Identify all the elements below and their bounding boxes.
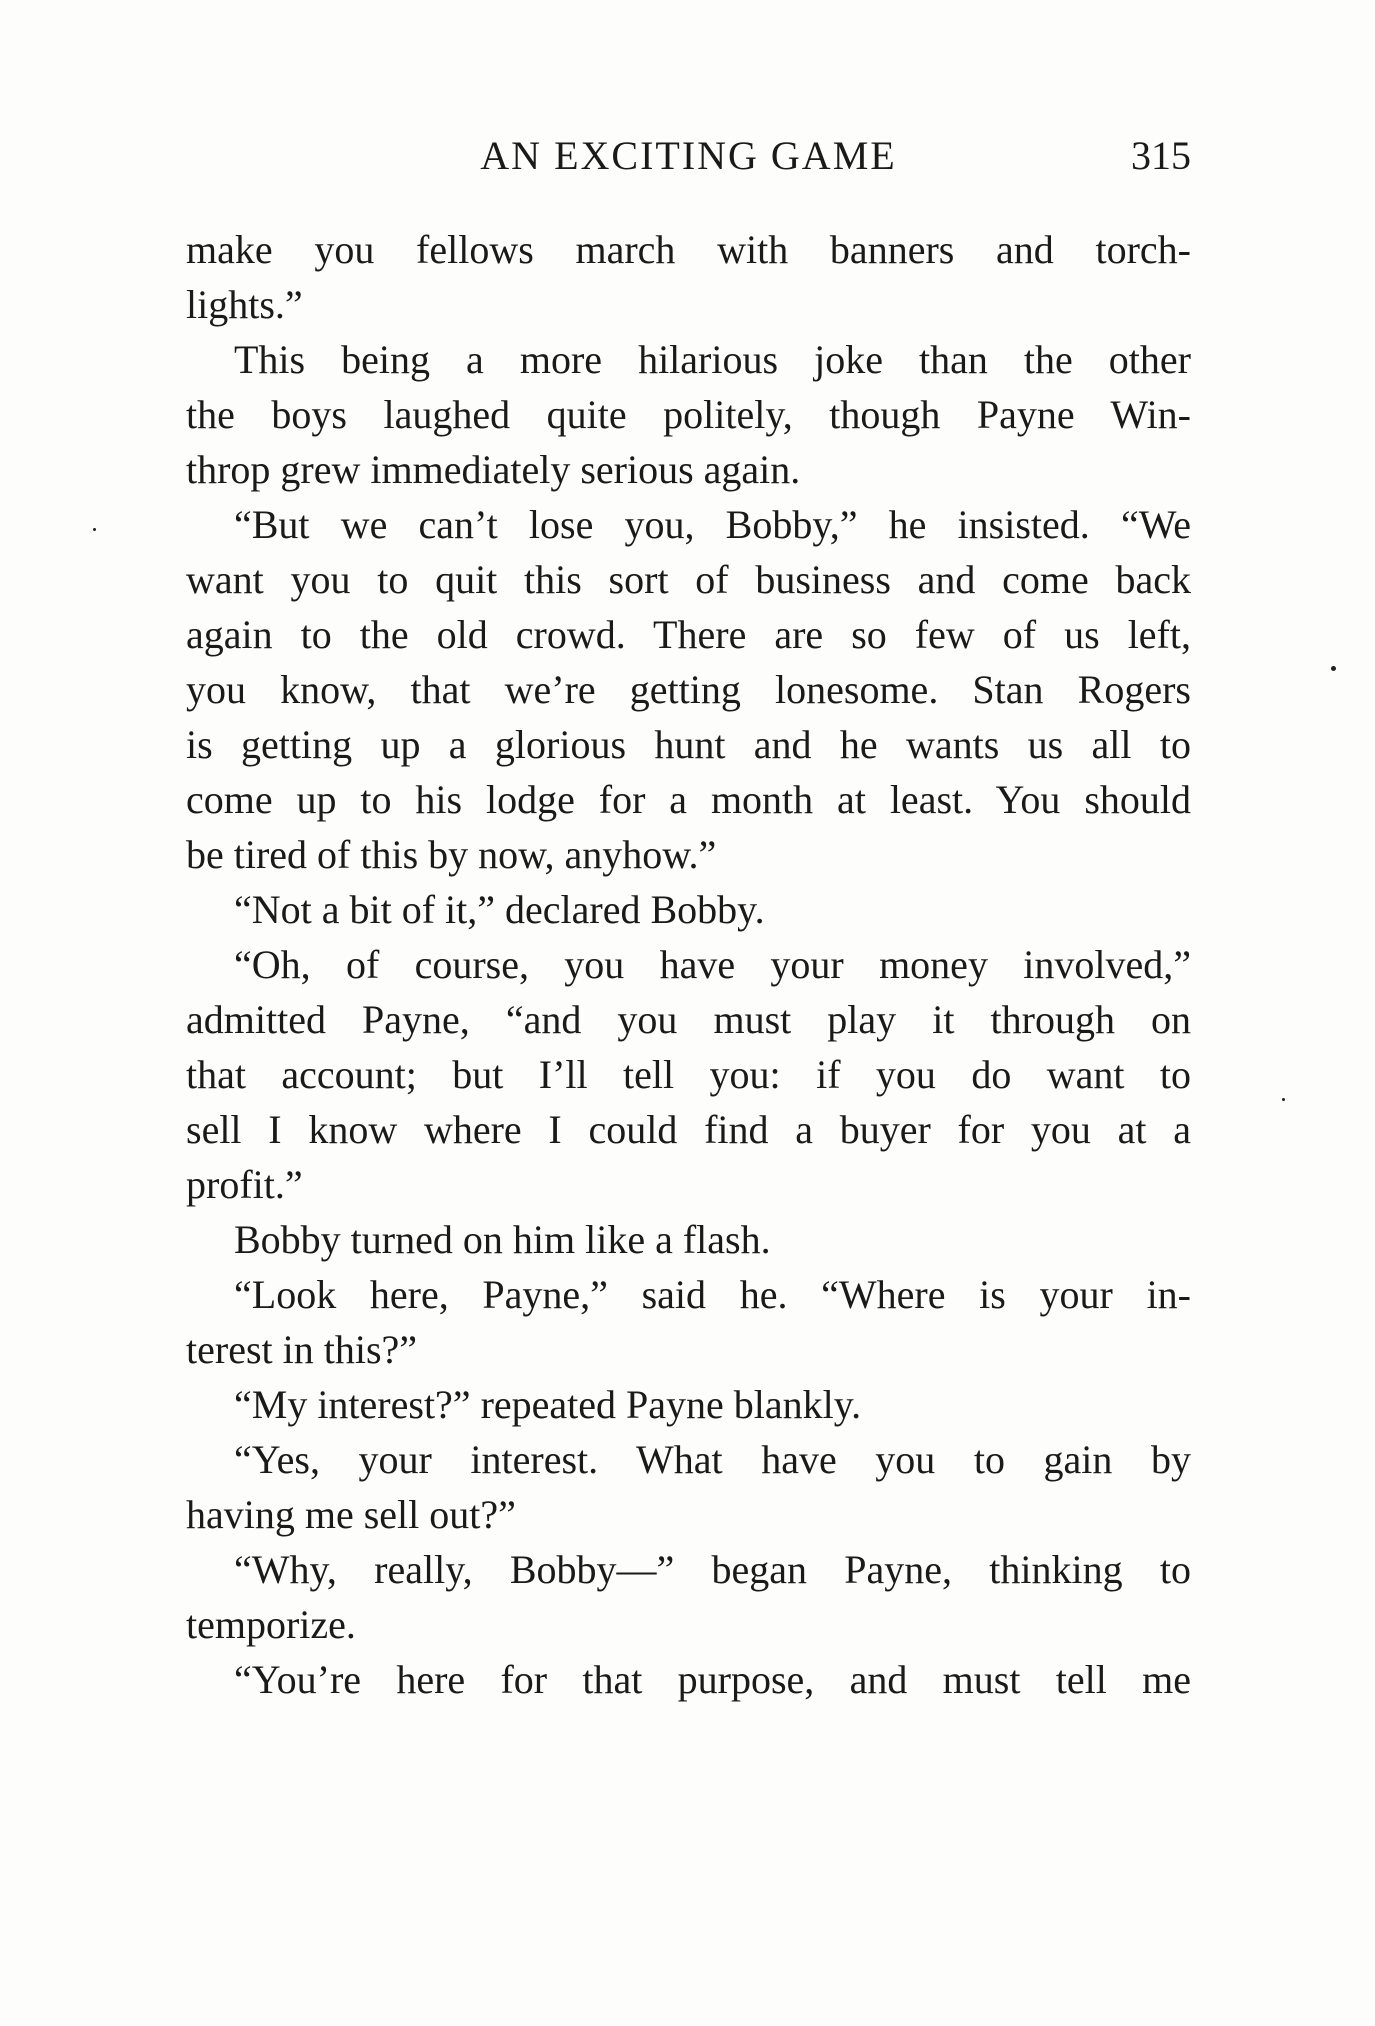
text-line: “Why, really, Bobby—” began Payne, thinking to [234, 1547, 1191, 1592]
text-line: “Oh, of course, you have your money involved,” [234, 942, 1191, 987]
text-line: “Yes, your interest. What have you to gain by [234, 1437, 1191, 1482]
page-header [186, 130, 1191, 182]
text-line: “Look here, Payne,” said he. “Where is your in- [234, 1272, 1191, 1317]
text-line: be tired of this by now, anyhow.” [186, 832, 717, 877]
text-line: “But we can’t lose you, Bobby,” he insisted. “We [234, 502, 1191, 547]
text-line: Bobby turned on him like a flash. [234, 1217, 771, 1262]
body-text [186, 222, 1191, 1707]
text-line: want you to quit this sort of business and come back [186, 557, 1191, 602]
text-line: “My interest?” repeated Payne blankly. [234, 1382, 862, 1427]
text-line: temporize. [186, 1602, 356, 1647]
text-line: admitted Payne, “and you must play it through on [186, 997, 1191, 1042]
text-line: again to the old crowd. There are so few of us left, [186, 612, 1191, 657]
text-line: profit.” [186, 1162, 303, 1207]
text-line: lights.” [186, 282, 303, 327]
text-line: is getting up a glorious hunt and he wants us all to [186, 722, 1191, 767]
text-line: that account; but I’ll tell you: if you do want to [186, 1052, 1191, 1097]
text-line: sell I know where I could find a buyer for you at a [186, 1107, 1191, 1152]
text-line: the boys laughed quite politely, though Payne Win- [186, 392, 1191, 437]
text-line: “Not a bit of it,” declared Bobby. [234, 887, 765, 932]
ink-speck [1282, 1098, 1285, 1101]
text-line: having me sell out?” [186, 1492, 516, 1537]
text-line: This being a more hilarious joke than the other [234, 337, 1191, 382]
ink-speck [1331, 666, 1336, 671]
text-line: terest in this?” [186, 1327, 418, 1372]
text-line: “You’re here for that purpose, and must tell me [234, 1657, 1191, 1702]
page-number: 315 [1131, 133, 1191, 178]
text-line: come up to his lodge for a month at least. You should [186, 777, 1191, 822]
text-line: make you fellows march with banners and torch- [186, 227, 1191, 272]
text-line: throp grew immediately serious again. [186, 447, 801, 492]
ink-speck [93, 528, 96, 531]
text-line: you know, that we’re getting lonesome. Stan Rogers [186, 667, 1191, 712]
running-head: AN EXCITING GAME [480, 133, 897, 178]
